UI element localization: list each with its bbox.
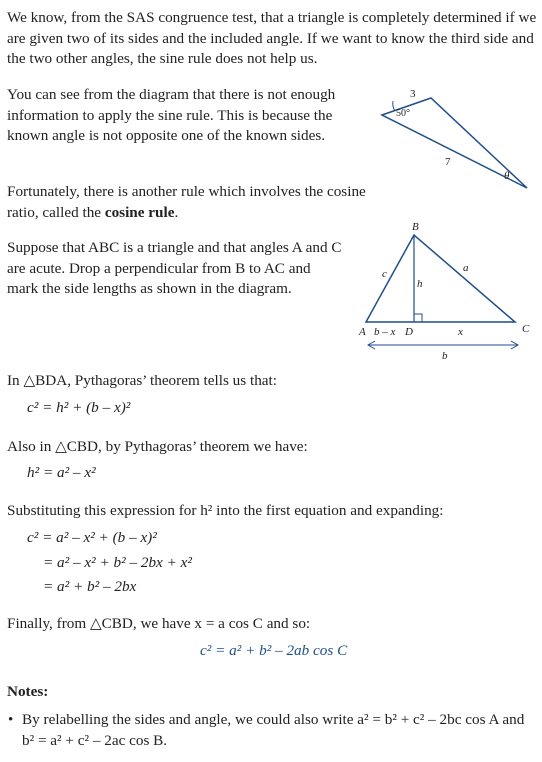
cosine-rule-equation: c² = a² + b² – 2ab cos C [200,642,348,659]
expansion-step-3: = a² + b² – 2bx [43,578,137,595]
height-h: h [417,278,423,290]
substituting-line: Substituting this expression for h² into the first equation and expanding: [7,502,444,519]
equation-c-squared: c² = h² + (b – x)² [27,399,131,416]
sas-triangle-figure [375,84,540,194]
side-label-3: 3 [410,88,416,100]
notes-heading-text: Notes: [7,683,49,700]
notes-heading [7,682,48,703]
suppose-paragraph: Suppose that ABC is a triangle and that angles A and C are acute. Drop a perpendicular from B to AC and mark the side lengths as shown in the diagram. [7,239,342,297]
angle-label-theta: θ [504,170,510,182]
angle-arc [393,101,395,111]
side-label-7: 7 [445,156,451,168]
abc-triangle-figure [355,215,540,363]
note-bullet: • [8,712,14,728]
expansion-step-2: = a² – x² + b² – 2bx + x² [43,554,192,571]
fortunately-end: . [174,203,179,221]
side-a: a [463,262,469,274]
base-b: b [442,350,448,362]
segment-b-minus-x: b – x [374,326,396,338]
cbd-line: Also in △CBD, by Pythagoras’ theorem we have: [7,438,308,455]
vertex-c: C [522,323,530,335]
note-1: By relabelling the sides and angle, we could also write a² = b² + c² – 2bc cos A and b² = a² + c² – 2ac cos B. [22,711,525,749]
fortunately-text: Fortunately, there is another rule which involves the cosine ratio, called the [7,183,366,221]
finally-line: Finally, from △CBD, we have x = a cos C and so: [7,615,311,632]
vertex-b: B [412,221,419,233]
segment-x: x [458,326,463,338]
foot-d: D [405,326,413,338]
angle-label-50: 50° [396,108,410,119]
intro-paragraph: We know, from the SAS congruence test, that a triangle is completely determined if we are given two of its sides and the included angle. If we want to know the third side and the two other angles, the sine rule does not help us. [7,9,537,67]
expansion-step-1: c² = a² – x² + (b – x)² [27,529,157,546]
cosine-rule-term: cosine rule [104,203,175,221]
bda-line: In △BDA, Pythagoras’ theorem tells us that: [7,372,277,389]
diagram-explanation: You can see from the diagram that there is not enough information to apply the sine rule. This is because the known angle is not opposite one of the known sides. [7,86,336,144]
right-angle-mark [414,314,422,322]
vertex-a: A [359,326,366,338]
abc-triangle [366,235,515,322]
fortunately-paragraph [7,182,367,223]
equation-h-squared: h² = a² – x² [27,464,96,481]
side-c: c [382,268,387,280]
